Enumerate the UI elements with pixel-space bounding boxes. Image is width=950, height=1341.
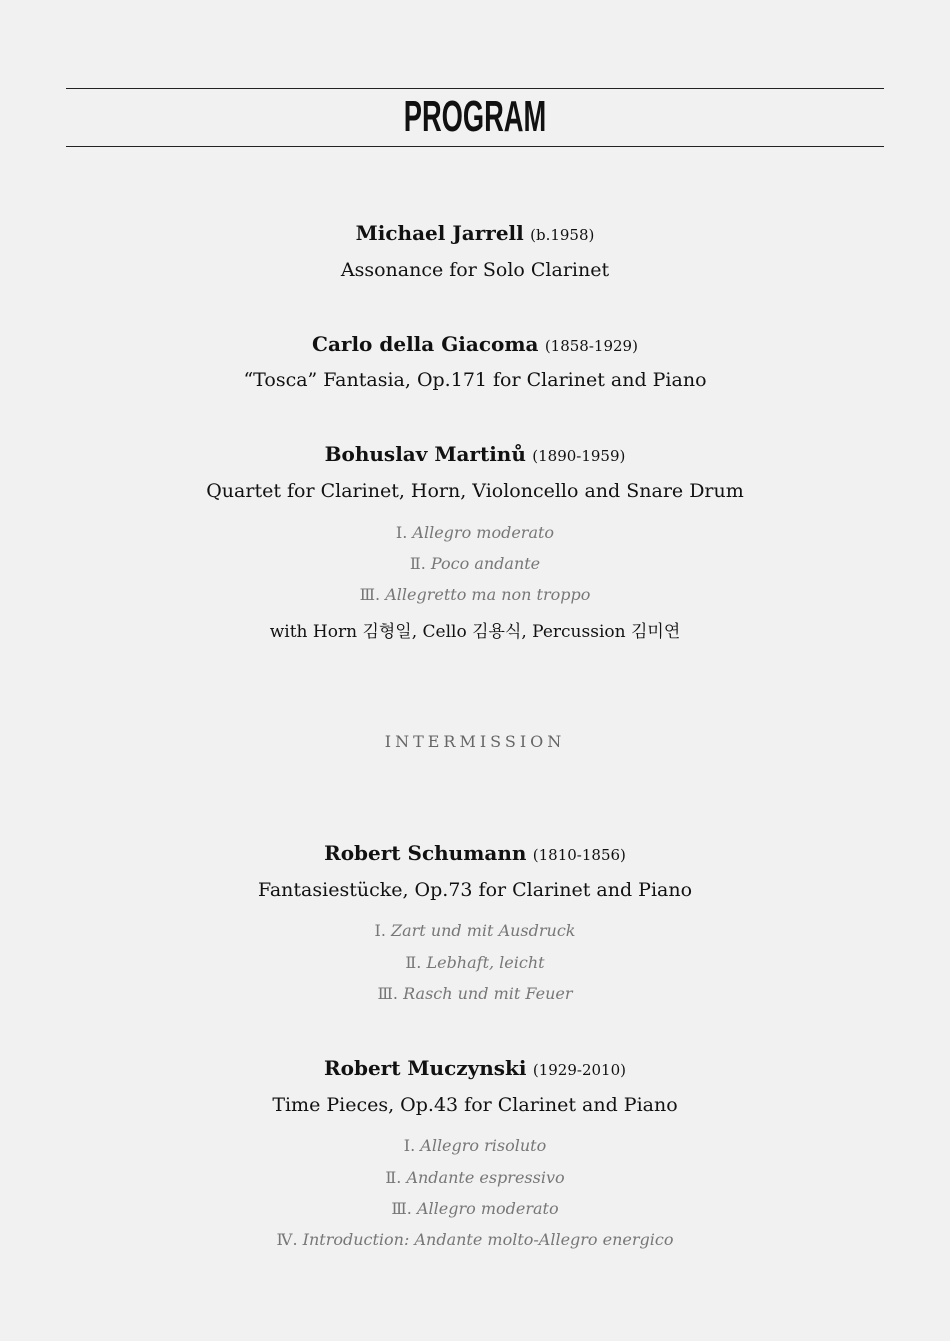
composer-name: Michael Jarrell [355,221,524,245]
composer-dates: (1810-1856) [532,846,626,864]
composer-name: Bohuslav Martinů [324,442,526,466]
movement-title: Zart und mit Ausdruck [391,921,576,940]
performers: with Horn 김형일, Cello 김용식, Percussion 김미연 [269,622,681,642]
work-title: Quartet for Clarinet, Horn, Violoncello and Snare Drum [206,480,744,502]
composer-line [0,1055,950,1083]
composer-name: Robert Schumann [324,841,527,865]
movement [0,522,950,544]
movement-number: Ⅰ. [403,1136,416,1155]
movement-title: Allegro moderato [416,1199,559,1218]
movement-number: Ⅰ. [374,921,386,940]
movement-title: Andante espressivo [406,1168,565,1187]
movement [0,952,950,974]
movement-title: Poco andante [430,554,541,573]
movement-number: Ⅳ. [276,1230,298,1249]
movement [0,983,950,1005]
movement-title: Lebhaft, leicht [426,953,545,972]
bottom-rule [66,146,884,147]
intermission-label: INTERMISSION [384,732,566,751]
movement-title: Rasch und mit Feuer [403,984,573,1003]
movement-title: Introduction: Andante molto-Allegro energico [302,1230,674,1249]
work-title: Fantasiestücke, Op.73 for Clarinet and Piano [257,879,693,901]
movement [0,584,950,606]
movement-title: Allegretto ma non troppo [385,585,591,604]
work-title: Time Pieces, Op.43 for Clarinet and Piano [272,1094,678,1116]
composer-dates: (1929-2010) [532,1061,626,1079]
work-title: “Tosca” Fantasia, Op.171 for Clarinet and Piano [243,369,707,391]
movement [0,1135,950,1157]
top-rule [66,88,884,89]
movement [0,920,950,942]
composer-line [0,220,950,248]
movement-number: Ⅱ. [385,1168,402,1187]
movement-number: Ⅱ. [409,554,426,573]
movement-title: Allegro risoluto [420,1136,547,1155]
movement-title: Allegro moderato [412,523,555,542]
page-title: PROGRAM [403,92,547,141]
composer-line [0,441,950,469]
work-title: Assonance for Solo Clarinet [340,259,610,281]
movement [0,553,950,575]
movement [0,1167,950,1189]
composer-line [0,331,950,359]
movement-number: Ⅱ. [405,953,422,972]
composer-name: Carlo della Giacoma [312,332,539,356]
composer-dates: (1858-1929) [544,337,638,355]
movement [0,1198,950,1220]
composer-dates: (1890-1959) [532,447,626,465]
composer-name: Robert Muczynski [324,1056,527,1080]
movement-number: Ⅰ. [395,523,408,542]
movement-number: Ⅲ. [377,984,399,1003]
composer-dates: (b.1958) [530,226,595,244]
movement-number: Ⅲ. [391,1199,412,1218]
movement [0,1229,950,1251]
composer-line [0,840,950,868]
movement-number: Ⅲ. [359,585,381,604]
